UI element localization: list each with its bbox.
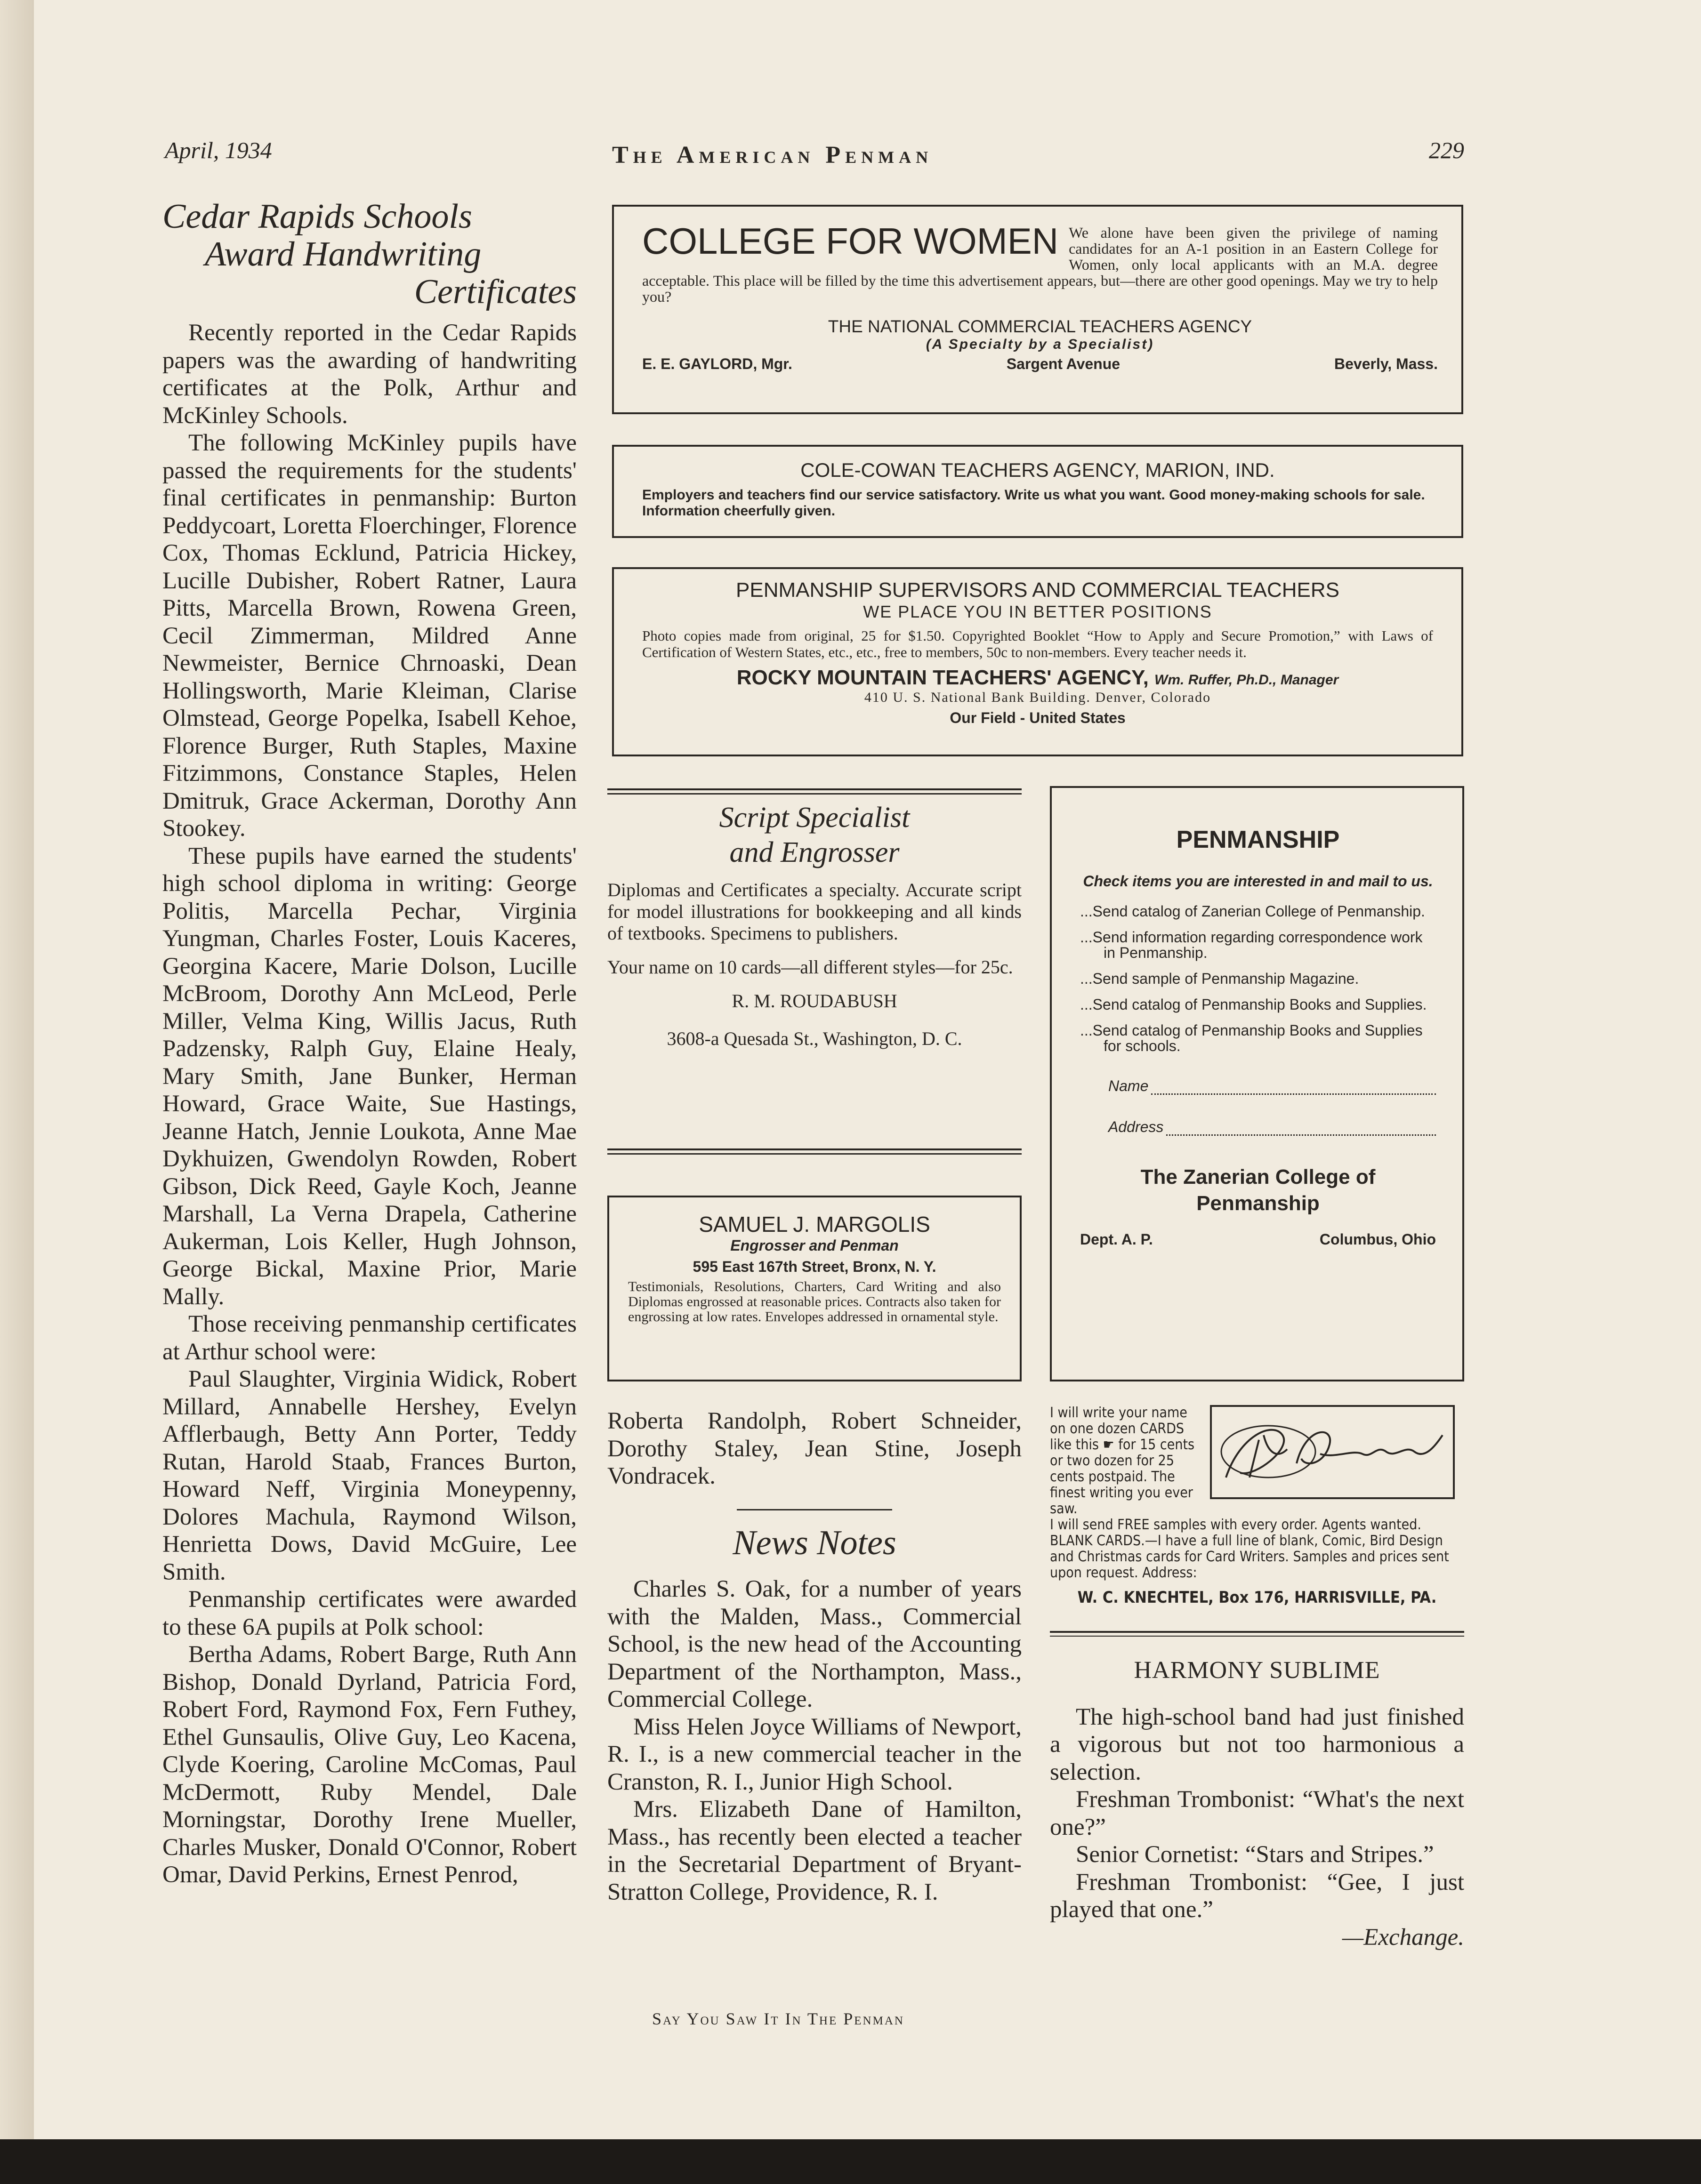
article-paragraph: These pupils have earned the students' high school diploma in writing: George Politis, Marcella Pechar, Virginia Yungman, Charles Foster, Louis Kaceres, Georgina Kacere, Marie Dolson, Lucille McBroom, Dorothy Ann McLeod, Perle Miller, Velma King, Willis Jacus, Ruth Padzensky, Ralph Guy, Elaine Healy, Mary Smith, Jane Bunker, Herman Howard, Grace Waite, Sue Hastings, Jeanne Hatch, Jennie Loukota, Anne Mae Dykhuizen, Gwendolyn Rowden, Robert Gibson, Dick Reed, Gayle Koch, Jeanne Marshall, La Verna Drapela, Catherine Aukerman, Lois Keller, Hugh Johnson, George Bickal, Maxine Prior, Marie Mally. <box>162 843 577 1310</box>
coupon-city: Columbus, Ohio <box>1319 1231 1436 1248</box>
ad-headline: PENMANSHIP SUPERVISORS AND COMMERCIAL TEACHERS <box>736 578 1339 602</box>
agency-manager: Wm. Ruffer, Ph.D., Manager <box>1154 672 1339 688</box>
coupon-instruction: Check items you are interested in and mail to us. <box>1083 873 1433 890</box>
ad-address: 3608-a Quesada St., Washington, D. C. <box>667 1028 962 1049</box>
ad-subheadline: WE PLACE YOU IN BETTER POSITIONS <box>863 602 1212 621</box>
signature-sample <box>1210 1405 1455 1499</box>
article-paragraph: The following McKinley pupils have passed the requirements for the students' final certificates in penmanship: Burton Peddycoart, Loretta Floerchinger, Florence Cox, Thomas Ecklund, Patricia Hickey, Lucille Dubisher, Robert Ratner, Laura Pitts, Marcella Brown, Rowena Green, Cecil Zimmerman, Mildred Anne Newmeister, Bernice Chrnoaski, Dean Hollingsworth, Marie Kleiman, Clarise Olmstead, George Popelka, Isabell Kehoe, Florence Burger, Ruth Staples, Maxine Fitzimmons, Constance Staples, Helen Dmitruk, Grace Ackerman, Dorothy Ann Stookey. <box>162 430 577 842</box>
harmony-paragraph: Freshman Trombonist: “Gee, I just played that one.” <box>1050 1869 1464 1923</box>
coupon-dept: Dept. A. P. <box>1080 1231 1153 1248</box>
ad-title-line: and Engrosser <box>729 836 900 868</box>
divider-rule <box>607 1148 1022 1150</box>
ad-body: Employers and teachers find our service satisfactory. Write us what you want. Good money-making schools for sale. Information cheerfully given. <box>642 487 1425 519</box>
knechtel-more: I will send FREE samples with every order. Agents wanted. BLANK CARDS.—I have a full line of blank, Comic, Bird Design and Christmas cards for Card Writers. Samples and prices sent upon request. Address: <box>1050 1517 1449 1581</box>
column-two-text <box>607 1407 1022 1906</box>
ad-title: Engrosser and Penman <box>730 1237 899 1254</box>
address-line <box>1166 1134 1436 1136</box>
ad-title-line: Script Specialist <box>719 802 910 834</box>
previous-page-edge <box>0 0 34 2139</box>
divider-rule <box>1050 1631 1464 1633</box>
address-field[interactable] <box>1080 1118 1436 1136</box>
agency-name: ROCKY MOUNTAIN TEACHERS' AGENCY, <box>736 666 1149 689</box>
ad-rocky-mountain-teachers <box>612 567 1463 756</box>
news-paragraph: Mrs. Elizabeth Dane of Hamilton, Mass., has recently been elected a teacher in the Secretarial Department of Bryant-Stratton College, Providence, R. I. <box>607 1796 1022 1905</box>
coupon-item[interactable]: ...Send catalog of Zanerian College of Penmanship. <box>1080 903 1425 920</box>
article-title <box>162 198 577 311</box>
divider-rule <box>607 788 1022 790</box>
agency-address: 410 U. S. National Bank Building. Denver, Colorado <box>864 690 1211 705</box>
coupon-item[interactable]: ...Send sample of Penmanship Magazine. <box>1080 970 1359 987</box>
ad-script-specialist <box>607 791 1022 1066</box>
coupon-footer <box>1080 1231 1436 1248</box>
agency-tagline: (A Specialty by a Specialist) <box>926 337 1154 352</box>
news-paragraph: Charles S. Oak, for a number of years with the Malden, Mass., Commercial School, is the new head of the Accounting Department of the Northampton, Mass., Commercial College. <box>607 1576 1022 1712</box>
agency-manager: E. E. GAYLORD, Mgr. <box>642 355 792 372</box>
agency-city: Beverly, Mass. <box>1334 355 1438 372</box>
divider-rule <box>1050 1636 1464 1637</box>
knechtel-address: W. C. KNECHTEL, Box 176, HARRISVILLE, PA. <box>1077 1588 1437 1607</box>
college-name: The Zanerian College of Penmanship <box>1140 1165 1376 1215</box>
harmony-paragraph: Freshman Trombonist: “What's the next one?” <box>1050 1786 1464 1840</box>
divider-rule <box>607 1153 1022 1155</box>
ad-paragraph: Your name on 10 cards—all different styles—for 25c. <box>607 956 1013 978</box>
ad-headline: COLE-COWAN TEACHERS AGENCY, MARION, IND. <box>800 459 1275 481</box>
knechtel-offer: I will write your name on one dozen CARDS like this ☛ for 15 cents or two dozen for 25 cents postpaid. The finest writing you ever saw. <box>1050 1405 1195 1517</box>
coupon-item[interactable]: ...Send catalog of Penmanship Books and Supplies for schools. <box>1080 1022 1423 1054</box>
ad-cole-cowan <box>612 445 1463 538</box>
page-number: 229 <box>1429 137 1464 163</box>
name-line <box>1151 1093 1436 1095</box>
agency-name: THE NATIONAL COMMERCIAL TEACHERS AGENCY <box>828 317 1252 336</box>
article-title-line: Cedar Rapids Schools <box>162 197 472 236</box>
news-title: News Notes <box>733 1523 896 1562</box>
harmony-title: HARMONY SUBLIME <box>1134 1657 1380 1684</box>
ad-college-for-women <box>612 205 1463 414</box>
article-paragraph: Paul Slaughter, Virginia Widick, Robert Millard, Annabelle Hershey, Evelyn Afflerbaugh, Betty Ann Porter, Teddy Rutan, Harold Staab, Frances Burton, Howard Neff, Virginia Moneypenny, Dolores Machula, Raymond Wilson, Henrietta Dows, David McGuire, Lee Smith. <box>162 1366 577 1585</box>
ad-body: Photo copies made from original, 25 for $1.50. Copyrighted Booklet “How to Apply and Secure Promotion,” with Laws of Certification of Western States, etc., etc., free to members, 50c to non-members. Every teacher needs it. <box>642 627 1433 660</box>
coupon-item[interactable]: ...Send catalog of Penmanship Books and Supplies. <box>1080 996 1427 1013</box>
signature-image <box>1212 1407 1453 1497</box>
article-paragraph: Penmanship certificates were awarded to these 6A pupils at Polk school: <box>162 1586 577 1640</box>
article-continuation: Roberta Randolph, Robert Schneider, Dorothy Staley, Jean Stine, Joseph Vondracek. <box>607 1408 1022 1489</box>
knechtel-top <box>1050 1405 1464 1517</box>
harmony-paragraph: The high-school band had just finished a vigorous but not too harmonious a selection. <box>1050 1703 1464 1785</box>
ad-name: SAMUEL J. MARGOLIS <box>699 1212 930 1237</box>
ad-samuel-margolis <box>607 1196 1022 1381</box>
harmony-sublime <box>1050 1657 1464 1951</box>
page-footer: Say You Saw It In The Penman <box>652 2009 904 2028</box>
ad-body: We alone have been given the privilege of naming candidates for an A-1 position in an Eastern College for Women, only local applicants with an M.A. degree acceptable. This place will be filled by the time this advertisement appears, but—there are other good openings. May we try to help you? <box>642 224 1438 305</box>
ad-headline: PENMANSHIP <box>1176 826 1340 853</box>
harmony-source: —Exchange. <box>1342 1924 1464 1951</box>
ad-paragraph: Diplomas and Certificates a specialty. Accurate script for model illustrations for bookkeeping and all kinds of textbooks. Specimens to publishers. <box>607 879 1022 944</box>
ad-zanerian-coupon <box>1050 786 1464 1381</box>
ad-headline: COLLEGE FOR WOMEN <box>642 220 1059 262</box>
ad-address: 595 East 167th Street, Bronx, N. Y. <box>693 1258 936 1275</box>
section-divider <box>737 1509 892 1510</box>
ad-title <box>607 800 1022 870</box>
article-paragraph: Those receiving penmanship certificates at Arthur school were: <box>162 1311 577 1365</box>
article-title-line: Award Handwriting <box>205 235 482 273</box>
magazine-title: The American Penman <box>612 142 933 169</box>
address-label: Address <box>1108 1118 1164 1135</box>
issue-date: April, 1934 <box>165 137 272 163</box>
harmony-paragraph: Senior Cornetist: “Stars and Stripes.” <box>1076 1841 1434 1868</box>
agency-field: Our Field - United States <box>950 709 1126 726</box>
news-paragraph: Miss Helen Joyce Williams of Newport, R. I., is a new commercial teacher in the Cranston, R. I., Junior High School. <box>607 1713 1022 1795</box>
agency-line <box>642 666 1433 690</box>
article-cedar-rapids <box>162 198 577 1889</box>
article-paragraph: Recently reported in the Cedar Rapids papers was the awarding of handwriting certificates at the Polk, Arthur and McKinley Schools. <box>162 320 577 429</box>
article-title-line: Certificates <box>414 273 577 311</box>
ad-name: R. M. ROUDABUSH <box>732 990 897 1012</box>
agency-contact-row <box>642 355 1438 373</box>
ad-body: Testimonials, Resolutions, Charters, Card Writing and also Diplomas engrossed at reasonable prices. Contracts also taken for engrossing at low rates. Envelopes addressed in ornamental style. <box>628 1279 1001 1325</box>
agency-street: Sargent Avenue <box>1006 355 1121 372</box>
name-field[interactable] <box>1080 1077 1436 1095</box>
article-paragraph: Bertha Adams, Robert Barge, Ruth Ann Bishop, Donald Dyrland, Patricia Ford, Robert Ford, Raymond Fox, Fern Futhey, Ethel Gunsaulis, Olive Guy, Leo Kacena, Clyde Koering, Caroline McComas, Paul McDermott, Ruby Mendel, Dale Morningstar, Dorothy Irene Mueller, Charles Musker, Donald O'Connor, Robert Omar, David Perkins, Ernest Penrod, <box>162 1641 577 1888</box>
coupon-item[interactable]: ...Send information regarding correspondence work in Penmanship. <box>1080 929 1423 961</box>
name-label: Name <box>1108 1077 1149 1094</box>
ad-knechtel <box>1050 1405 1464 1606</box>
